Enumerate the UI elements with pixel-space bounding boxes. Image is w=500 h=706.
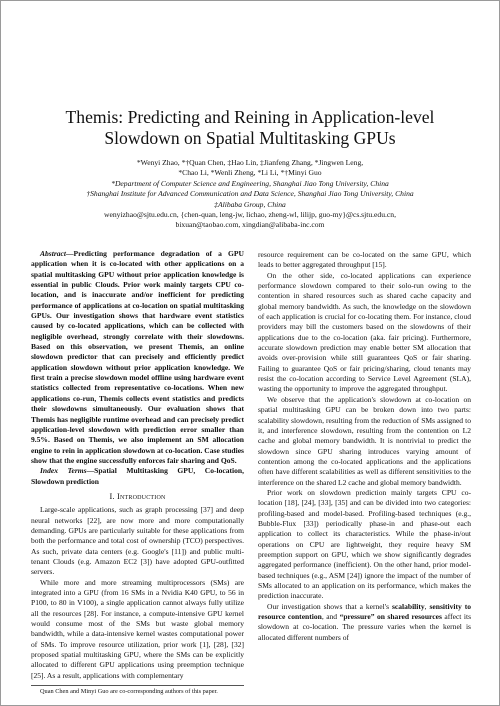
- affiliation-2: †Shanghai Institute for Advanced Communication and Data Science, Shanghai Jiao Tong University, China: [86, 189, 414, 199]
- p4-bold-pressure: “pressure” on shared resources: [339, 612, 442, 622]
- author-emails-1: wenyizhao@sjtu.edu.cn, {chen-quan, leng-jw, lichao, zheng-wl, lilijp, guo-my}@cs.sjtu.edu.cn,: [104, 210, 396, 220]
- index-terms-label: Index Terms: [40, 466, 87, 476]
- affiliation-1: *Department of Computer Science and Engineering, Shanghai Jiao Tong University, China: [111, 178, 389, 188]
- authors-line-2: *Chao Li, *Wenli Zheng, *Li Li, *†Minyi Guo: [178, 168, 322, 178]
- title-line-2: Slowdown on Spatial Multitasking GPUs: [104, 128, 396, 148]
- right-paragraph-2: We observe that the application's slowdown at co-location on spatial multitasking GPU can be broken down into two parts: scalability slowdown, resulting from the reduction of SMs assigned to it, and interference slowdown, resulting from the contention on L2 cache and global memory bandwidth. It is nontrivial to predict the slowdown since GPU sharing introduces varying amount of contention among the co-located applications and the applications often have different scalabilities as well as different sensitivities to the interference on the shared L2 cache and global memory bandwidth.: [258, 394, 471, 487]
- authors-line-1: *Wenyi Zhao, *†Quan Chen, ‡Hao Lin, ‡Jianfeng Zhang, *Jingwen Leng,: [136, 158, 364, 167]
- p4-bold-scalability: scalability: [391, 601, 425, 611]
- p4-bold-sensitivity: sensitivity to resource contention: [258, 601, 471, 622]
- title-line-1: Themis: Predicting and Reining in Application-level: [65, 107, 435, 127]
- section-heading-introduction: I. Introduction: [109, 491, 166, 501]
- right-paragraph-0: resource requirement can be co-located on the same GPU, which leads to better aggregated throughput [15].: [258, 250, 471, 270]
- right-paragraph-1: On the other side, co-located applications can experience performance slowdown compared to their solo-run owing to the contention in shared resources such as shared cache capacity and global memory bandwidth. As such, the knowledge on the slowdown of each application is crucial for co-locating them. For instance, cloud providers may bill the customers based on the slowdowns of their applications due to the co-location (aka. fair pricing). Furthermore, accurate slowdown prediction may enable better SM allocation that avoids over-provision while still guarantees QoS or fair sharing. Failing to guarantee QoS or fair pricing/sharing, cloud tenants may resist the co-location according to Service Level Agreement (SLA), wasting the opportunity to improve the aggregated throughput.: [258, 270, 471, 394]
- right-column: [258, 250, 471, 643]
- index-terms-text: —Spatial Multitasking GPU, Co-location, Slowdown prediction: [31, 466, 244, 486]
- right-paragraph-4: [258, 602, 471, 643]
- abstract-text: —Predicting performance degradation of a GPU application when it is co-located with other applications on a spatial multitasking GPU without prior application knowledge is essential in public Clouds. Prior work mainly targets CPU co-location, and is inaccurate and/or inefficient for predicting performance of applications at co-location on spatial multitasking GPUs. Our investigation shows that hardware event statistics caused by co-located applications, which can be collected with negligible overhead, strongly correlate with their slowdowns. Based on this observation, we present Themis, an online slowdown predictor that can precisely and efficiently predict application slowdown without prior application knowledge. We first train a precise slowdown model offline using hardware event statistics collected from representative co-locations. When new applications co-run, Themis collects event statistics and predicts their slowdowns simultaneously. Our evaluation shows that Themis has negligible runtime overhead and can precisely predict application-level slowdown with prediction error smaller than 9.5%. Based on Themis, we also implement an SM allocation engine to rein in application slowdown at co-location. Case studies show that the engine successfully enforces fair sharing and QoS.: [31, 249, 244, 465]
- paper-title: [41, 107, 459, 149]
- footnote: Quan Chen and Minyi Guo are co-corresponding authors of this paper.: [31, 685, 244, 696]
- p4-post: affect its slowdown at co-location. The pressure varies when the kernel is allocated different numbers of: [258, 612, 472, 642]
- left-column: [31, 249, 244, 696]
- intro-paragraph-2: While more and more streaming multiprocessors (SMs) are integrated into a GPU (from 16 SMs in a Nvidia K40 GPU, to 56 in P100, to 80 in V100), a single application cannot always fully utilize all the resources [28]. For instance, a compute-intensive GPU kernel would consume most of the SMs but waste global memory bandwidth, while a data-intensive kernel wastes computational power of SMs. To improve resource utilization, prior work [1], [28], [32] proposed spatial multitasking GPU, where the SMs can be explicitly allocated to different GPU applications using preemption technique [25]. As a result, applications with complementary: [31, 577, 244, 680]
- p4-pre: Our investigation shows that a kernel's: [267, 601, 392, 611]
- right-paragraph-3: Prior work on slowdown prediction mainly targets CPU co-location [18], [24], [33], [35] and can be divided into two categories: profiling-based and model-based. Profiling-based techniques (e.g., Bubble-Flux [33]) periodically phase-in and phase-out each application to collect its characteristics. While the phase-in/out operations on CPU are lightweight, they require heavy SM preemption support on GPU, which we show significantly degrades aggregated performance (inefficient). On the other hand, prior model-based techniques (e.g., ASM [24]) ignore the impact of the number of SMs allocated to an application on its performance, which makes the prediction inaccurate.: [258, 487, 471, 601]
- abstract: [31, 249, 244, 466]
- author-emails-2: bixuan@taobao.com, xingdian@alibaba-inc.com: [175, 220, 325, 230]
- affiliation-3: ‡Alibaba Group, China: [214, 199, 286, 209]
- p4-mid-2: , and: [321, 612, 340, 622]
- intro-paragraph-1: Large-scale applications, such as graph processing [37] and deep neural networks [22], are now more and more computationally demanding. GPUs are particularly suitable for these applications from both the performance and total cost of ownership (TCO) perspectives. As such, private data centers (e.g. Google's [11]) and public multi-tenant Clouds (e.g. Amazon EC2 [3]) have adopted GPU-outfitted servers.: [31, 505, 244, 577]
- author-block: [31, 158, 469, 231]
- p4-mid-1: ,: [424, 601, 430, 611]
- index-terms: [31, 466, 244, 487]
- abstract-label: Abstract: [40, 249, 66, 258]
